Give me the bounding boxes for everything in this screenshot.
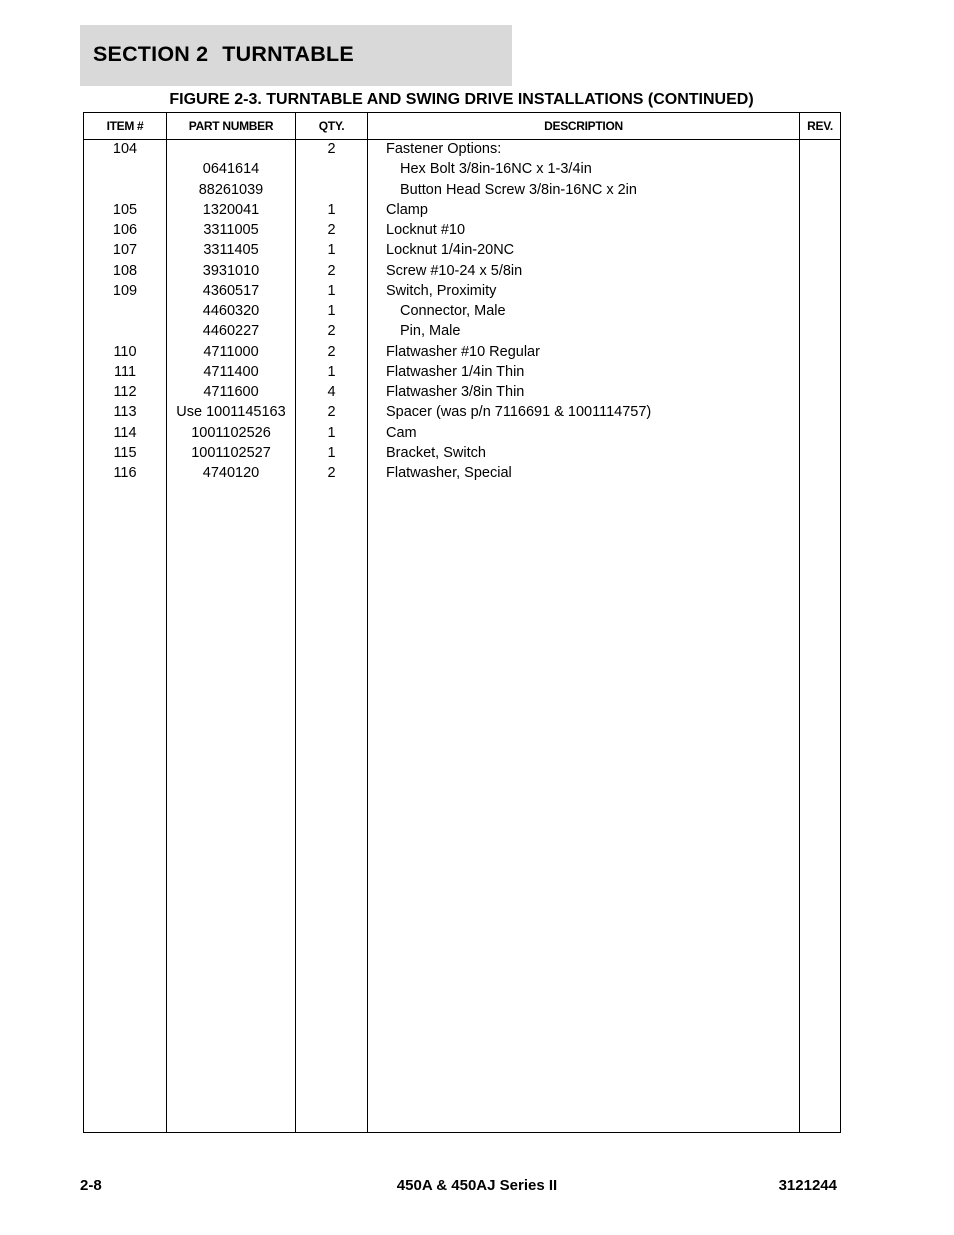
description-cell: Bracket, Switch: [386, 444, 486, 461]
description-cell: Pin, Male: [400, 323, 461, 340]
description-cell: Flatwasher 1/4in Thin: [386, 363, 525, 380]
description-cell: Flatwasher 3/8in Thin: [386, 384, 525, 401]
item-number-cell: 115: [113, 444, 137, 461]
part-number-cell: 4711000: [203, 343, 259, 360]
qty-cell: 1: [327, 363, 336, 380]
item-number-cell: 110: [113, 343, 137, 360]
qty-cell: 2: [327, 465, 336, 482]
model-name: 450A & 450AJ Series II: [396, 1177, 558, 1194]
description-cell: Flatwasher, Special: [386, 465, 512, 482]
description-cell: Locknut 1/4in-20NC: [386, 242, 515, 259]
qty-cell: 1: [327, 201, 336, 218]
part-number-cell: 4460227: [202, 323, 260, 340]
part-number-cell: 1320041: [202, 201, 260, 218]
item-number-cell: 112: [113, 384, 137, 401]
table-row: [84, 181, 840, 201]
qty-cell: 2: [327, 262, 336, 279]
table-row: [84, 403, 840, 423]
item-number-cell: 114: [113, 424, 137, 441]
description-cell: Fastener Options:: [386, 141, 502, 157]
item-number-cell: 107: [112, 242, 138, 259]
section-name: TURNTABLE: [222, 42, 354, 66]
description-cell: Clamp: [386, 201, 428, 218]
description-cell: Locknut #10: [386, 222, 466, 239]
item-number-cell: 105: [112, 201, 138, 218]
description-cell: Hex Bolt 3/8in-16NC x 1-3/4in: [400, 161, 592, 178]
part-number-cell: 1001102526: [191, 424, 271, 441]
section-header: [80, 25, 512, 86]
table-row: [84, 140, 840, 160]
table-row: [84, 160, 840, 180]
item-number-cell: 111: [113, 363, 137, 380]
header-qty: QTY.: [318, 119, 345, 133]
figure-title: FIGURE 2-3. TURNTABLE AND SWING DRIVE INSTALLATIONS (CONTINUED): [169, 91, 754, 108]
part-number-cell: 4740120: [202, 465, 260, 482]
description-cell: Switch, Proximity: [386, 282, 497, 299]
section-label: SECTION 2: [93, 42, 209, 66]
qty-cell: 2: [327, 404, 336, 421]
part-number-cell: 4711400: [203, 363, 259, 380]
table-row: [84, 221, 840, 241]
table-row: [84, 241, 840, 261]
description-cell: Spacer (was p/n 7116691 & 1001114757): [386, 404, 652, 421]
part-number-cell: 4360517: [202, 282, 260, 299]
part-number-cell: 4460320: [202, 303, 260, 320]
parts-table: [83, 112, 841, 1133]
table-row: [84, 363, 840, 383]
qty-cell: 2: [327, 323, 336, 340]
table-row: [84, 343, 840, 363]
description-cell: Button Head Screw 3/8in-16NC x 2in: [400, 181, 637, 198]
part-number-cell: 3311005: [203, 222, 259, 239]
table-row: [84, 444, 840, 464]
item-number-cell: 106: [112, 222, 138, 239]
item-number-cell: 109: [112, 282, 138, 299]
description-cell: Connector, Male: [400, 303, 506, 320]
item-number-cell: 113: [113, 404, 137, 421]
qty-cell: 2: [327, 222, 336, 239]
qty-cell: 1: [327, 242, 336, 259]
qty-cell: 1: [327, 282, 336, 299]
part-number-cell: 3931010: [202, 262, 260, 279]
table-row: [84, 262, 840, 282]
page-number: 2-8: [80, 1177, 102, 1194]
table-row: [84, 201, 840, 221]
part-number-cell: 1001102527: [191, 444, 271, 461]
qty-cell: 4: [327, 384, 336, 401]
header-item: ITEM #: [106, 119, 144, 133]
header-part-number: PART NUMBER: [188, 119, 274, 133]
part-number-cell: Use 1001145163: [176, 404, 286, 421]
qty-cell: 2: [327, 141, 336, 157]
table-row: [84, 464, 840, 484]
item-number-cell: 104: [112, 141, 138, 157]
item-number-cell: 116: [113, 465, 137, 482]
header-description: DESCRIPTION: [544, 119, 623, 133]
qty-cell: 1: [327, 303, 336, 320]
description-cell: Screw #10-24 x 5/8in: [386, 262, 523, 279]
part-number-cell: 88261039: [198, 181, 264, 198]
qty-cell: 2: [327, 343, 336, 360]
description-cell: Cam: [386, 424, 417, 441]
part-number-cell: 4711600: [203, 384, 259, 401]
header-rev: REV.: [807, 119, 833, 133]
part-number-cell: 0641614: [202, 161, 260, 178]
item-number-cell: 108: [112, 262, 138, 279]
table-row: [84, 424, 840, 444]
table-row: [84, 302, 840, 322]
table-row: [84, 383, 840, 403]
table-row: [84, 322, 840, 342]
table-body: [84, 140, 840, 485]
part-number-cell: 3311405: [203, 242, 259, 259]
document-number: 3121244: [778, 1177, 837, 1194]
description-cell: Flatwasher #10 Regular: [386, 343, 540, 360]
qty-cell: 1: [327, 444, 336, 461]
qty-cell: 1: [327, 424, 336, 441]
table-row: [84, 282, 840, 302]
